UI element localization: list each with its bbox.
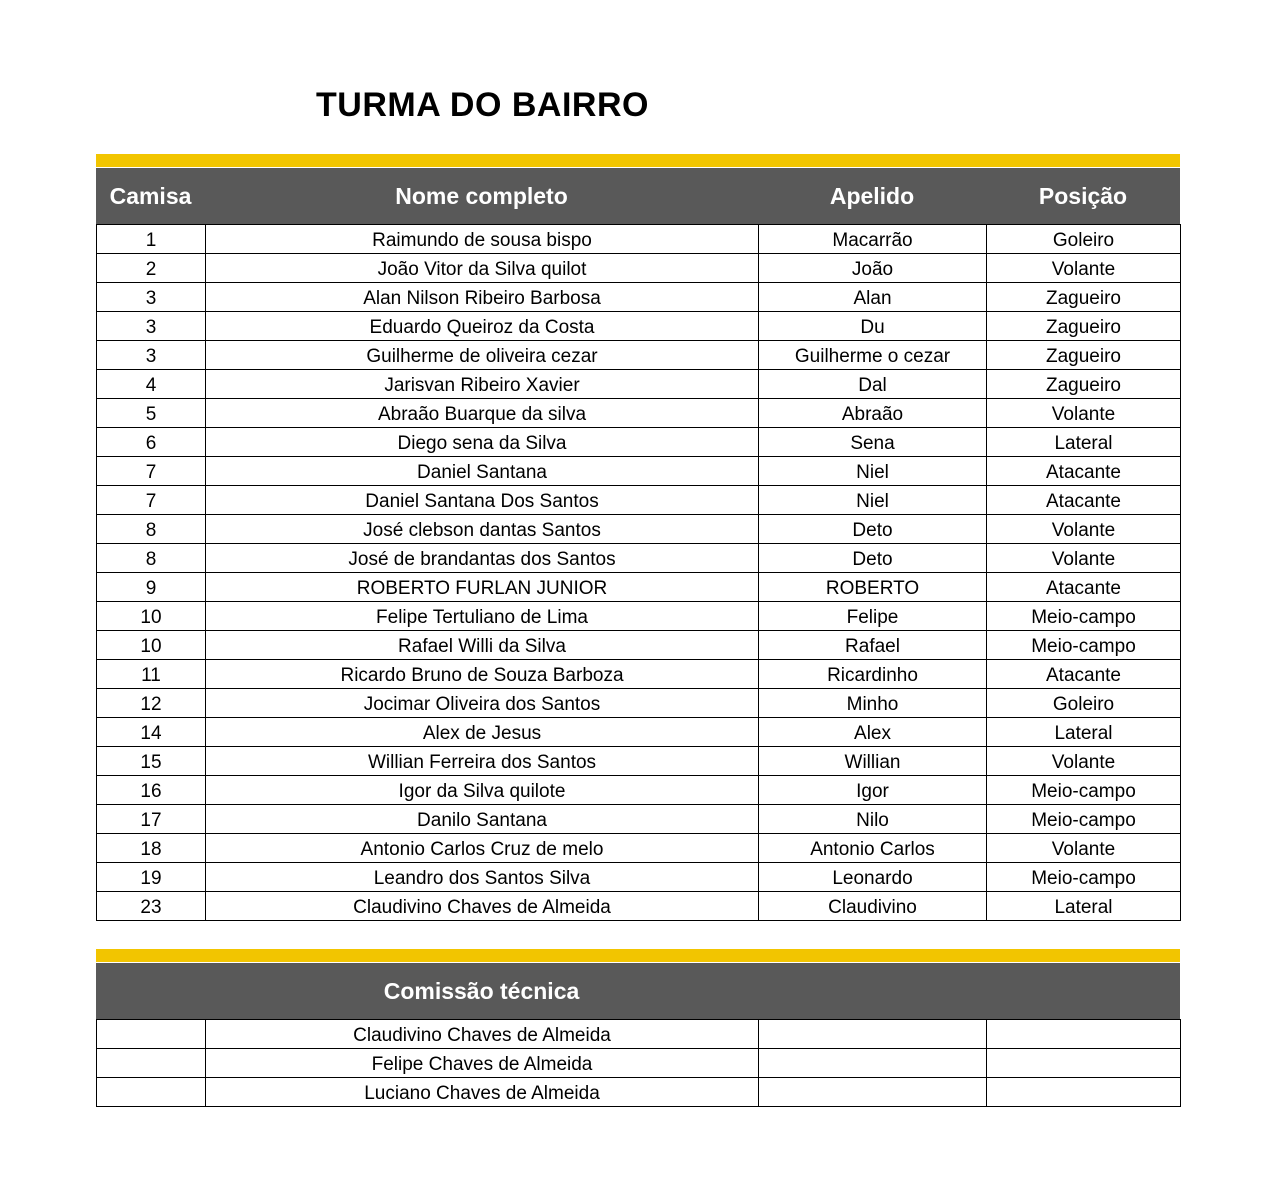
cell-posicao[interactable]: Volante [987,747,1181,776]
cell-apelido[interactable]: Nilo [759,805,987,834]
table-row [97,283,1181,312]
table-row [97,747,1181,776]
cell-empty[interactable] [97,1020,206,1049]
staff-header-row [96,963,1180,1019]
cell-apelido[interactable]: ROBERTO [759,573,987,602]
cell-nome-completo[interactable]: João Vitor da Silva quilot [206,254,759,283]
table-row [97,718,1181,747]
cell-nome-completo[interactable]: Abraão Buarque da silva [206,399,759,428]
cell-nome-completo[interactable]: ROBERTO FURLAN JUNIOR [206,573,759,602]
cell-nome-completo[interactable]: José de brandantas dos Santos [206,544,759,573]
cell-camisa[interactable]: 4 [97,370,206,399]
cell-camisa[interactable]: 3 [97,341,206,370]
roster-table [96,224,1181,921]
cell-posicao[interactable]: Zagueiro [987,312,1181,341]
cell-camisa[interactable]: 8 [97,544,206,573]
cell-posicao[interactable]: Atacante [987,457,1181,486]
cell-posicao[interactable]: Volante [987,399,1181,428]
cell-camisa[interactable]: 2 [97,254,206,283]
table-row [97,457,1181,486]
cell-apelido[interactable]: Rafael [759,631,987,660]
cell-apelido[interactable]: Niel [759,486,987,515]
cell-posicao[interactable]: Zagueiro [987,283,1181,312]
cell-apelido[interactable]: Ricardinho [759,660,987,689]
table-row [97,370,1181,399]
cell-posicao[interactable]: Meio-campo [987,776,1181,805]
cell-posicao[interactable]: Lateral [987,892,1181,921]
cell-nome-completo[interactable]: José clebson dantas Santos [206,515,759,544]
cell-nome-completo[interactable]: Ricardo Bruno de Souza Barboza [206,660,759,689]
cell-posicao[interactable]: Zagueiro [987,341,1181,370]
cell-empty[interactable] [987,1020,1181,1049]
table-row [97,486,1181,515]
cell-empty[interactable] [987,1078,1181,1107]
cell-camisa[interactable]: 14 [97,718,206,747]
cell-nome-completo[interactable]: Igor da Silva quilote [206,776,759,805]
table-row [97,689,1181,718]
cell-posicao[interactable]: Volante [987,544,1181,573]
cell-camisa[interactable]: 6 [97,428,206,457]
cell-posicao[interactable]: Meio-campo [987,805,1181,834]
table-row [97,312,1181,341]
cell-apelido[interactable]: Abraão [759,399,987,428]
roster-header-row [96,168,1180,224]
header-apelido[interactable]: Apelido [829,183,915,209]
cell-staff-nome[interactable]: Felipe Chaves de Almeida [206,1049,759,1078]
cell-camisa[interactable]: 10 [97,631,206,660]
cell-posicao[interactable]: Volante [987,834,1181,863]
table-row [97,834,1181,863]
header-camisa[interactable]: Camisa [109,183,192,209]
cell-camisa[interactable]: 7 [97,457,206,486]
table-row [97,805,1181,834]
cell-nome-completo[interactable]: Jocimar Oliveira dos Santos [206,689,759,718]
cell-apelido[interactable]: Minho [759,689,987,718]
cell-nome-completo[interactable]: Antonio Carlos Cruz de melo [206,834,759,863]
cell-apelido[interactable]: Leonardo [759,863,987,892]
cell-apelido[interactable]: Niel [759,457,987,486]
cell-posicao[interactable]: Goleiro [987,225,1181,254]
cell-camisa[interactable]: 18 [97,834,206,863]
cell-posicao[interactable]: Meio-campo [987,602,1181,631]
staff-accent-bar [96,949,1180,962]
cell-camisa[interactable]: 15 [97,747,206,776]
cell-camisa[interactable]: 23 [97,892,206,921]
cell-empty[interactable] [759,1049,987,1078]
table-row [97,399,1181,428]
table-row [97,544,1181,573]
cell-apelido[interactable]: Deto [759,515,987,544]
cell-empty[interactable] [759,1020,987,1049]
cell-posicao[interactable]: Atacante [987,660,1181,689]
table-row [97,341,1181,370]
cell-apelido[interactable]: Guilherme o cezar [759,341,987,370]
cell-apelido[interactable]: Alex [759,718,987,747]
cell-camisa[interactable]: 19 [97,863,206,892]
cell-apelido[interactable]: Sena [759,428,987,457]
cell-nome-completo[interactable]: Rafael Willi da Silva [206,631,759,660]
cell-apelido[interactable]: Dal [759,370,987,399]
cell-nome-completo[interactable]: Leandro dos Santos Silva [206,863,759,892]
header-nome-completo[interactable]: Nome completo [395,183,568,209]
cell-nome-completo[interactable]: Daniel Santana [206,457,759,486]
cell-staff-nome[interactable]: Claudivino Chaves de Almeida [206,1020,759,1049]
cell-nome-completo[interactable]: Alex de Jesus [206,718,759,747]
table-row [97,573,1181,602]
table-row [97,631,1181,660]
cell-camisa[interactable]: 7 [97,486,206,515]
cell-camisa[interactable]: 3 [97,312,206,341]
staff-table [96,1019,1181,1107]
cell-apelido[interactable]: Willian [759,747,987,776]
table-row [97,660,1181,689]
cell-camisa[interactable]: 1 [97,225,206,254]
header-comissao-tecnica[interactable]: Comissão técnica [383,978,580,1004]
cell-camisa[interactable]: 5 [97,399,206,428]
table-row [97,776,1181,805]
cell-camisa[interactable]: 9 [97,573,206,602]
cell-nome-completo[interactable]: Diego sena da Silva [206,428,759,457]
cell-camisa[interactable]: 16 [97,776,206,805]
cell-apelido[interactable]: Igor [759,776,987,805]
table-row [97,1078,1181,1107]
table-row [97,515,1181,544]
cell-apelido[interactable]: Antonio Carlos [759,834,987,863]
cell-camisa[interactable]: 12 [97,689,206,718]
cell-nome-completo[interactable]: Raimundo de sousa bispo [206,225,759,254]
cell-nome-completo[interactable]: Danilo Santana [206,805,759,834]
cell-posicao[interactable]: Meio-campo [987,631,1181,660]
cell-nome-completo[interactable]: Jarisvan Ribeiro Xavier [206,370,759,399]
page-title: TURMA DO BAIRRO [316,86,649,124]
table-row [97,254,1181,283]
cell-posicao[interactable]: Volante [987,515,1181,544]
cell-apelido[interactable]: Alan [759,283,987,312]
cell-posicao[interactable]: Goleiro [987,689,1181,718]
table-row [97,602,1181,631]
cell-apelido[interactable]: Macarrão [759,225,987,254]
cell-staff-nome[interactable]: Luciano Chaves de Almeida [206,1078,759,1107]
cell-nome-completo[interactable]: Felipe Tertuliano de Lima [206,602,759,631]
cell-apelido[interactable]: João [759,254,987,283]
cell-camisa[interactable]: 10 [97,602,206,631]
cell-camisa[interactable]: 3 [97,283,206,312]
cell-apelido[interactable]: Du [759,312,987,341]
cell-posicao[interactable]: Meio-campo [987,863,1181,892]
roster-accent-bar [96,154,1180,167]
table-row [97,1020,1181,1049]
cell-posicao[interactable]: Atacante [987,573,1181,602]
cell-nome-completo[interactable]: Claudivino Chaves de Almeida [206,892,759,921]
cell-apelido[interactable]: Claudivino [759,892,987,921]
header-posicao[interactable]: Posição [1038,183,1128,209]
cell-empty[interactable] [987,1049,1181,1078]
table-row [97,225,1181,254]
cell-nome-completo[interactable]: Guilherme de oliveira cezar [206,341,759,370]
cell-nome-completo[interactable]: Daniel Santana Dos Santos [206,486,759,515]
cell-posicao[interactable]: Zagueiro [987,370,1181,399]
cell-nome-completo[interactable]: Willian Ferreira dos Santos [206,747,759,776]
cell-camisa[interactable]: 8 [97,515,206,544]
cell-apelido[interactable]: Felipe [759,602,987,631]
cell-empty[interactable] [97,1049,206,1078]
table-row [97,428,1181,457]
table-row [97,1049,1181,1078]
cell-camisa[interactable]: 11 [97,660,206,689]
cell-posicao[interactable]: Volante [987,254,1181,283]
cell-posicao[interactable]: Lateral [987,428,1181,457]
cell-camisa[interactable]: 17 [97,805,206,834]
cell-nome-completo[interactable]: Alan Nilson Ribeiro Barbosa [206,283,759,312]
cell-posicao[interactable]: Lateral [987,718,1181,747]
cell-empty[interactable] [97,1078,206,1107]
cell-empty[interactable] [759,1078,987,1107]
table-row [97,863,1181,892]
cell-nome-completo[interactable]: Eduardo Queiroz da Costa [206,312,759,341]
cell-apelido[interactable]: Deto [759,544,987,573]
table-row [97,892,1181,921]
cell-posicao[interactable]: Atacante [987,486,1181,515]
